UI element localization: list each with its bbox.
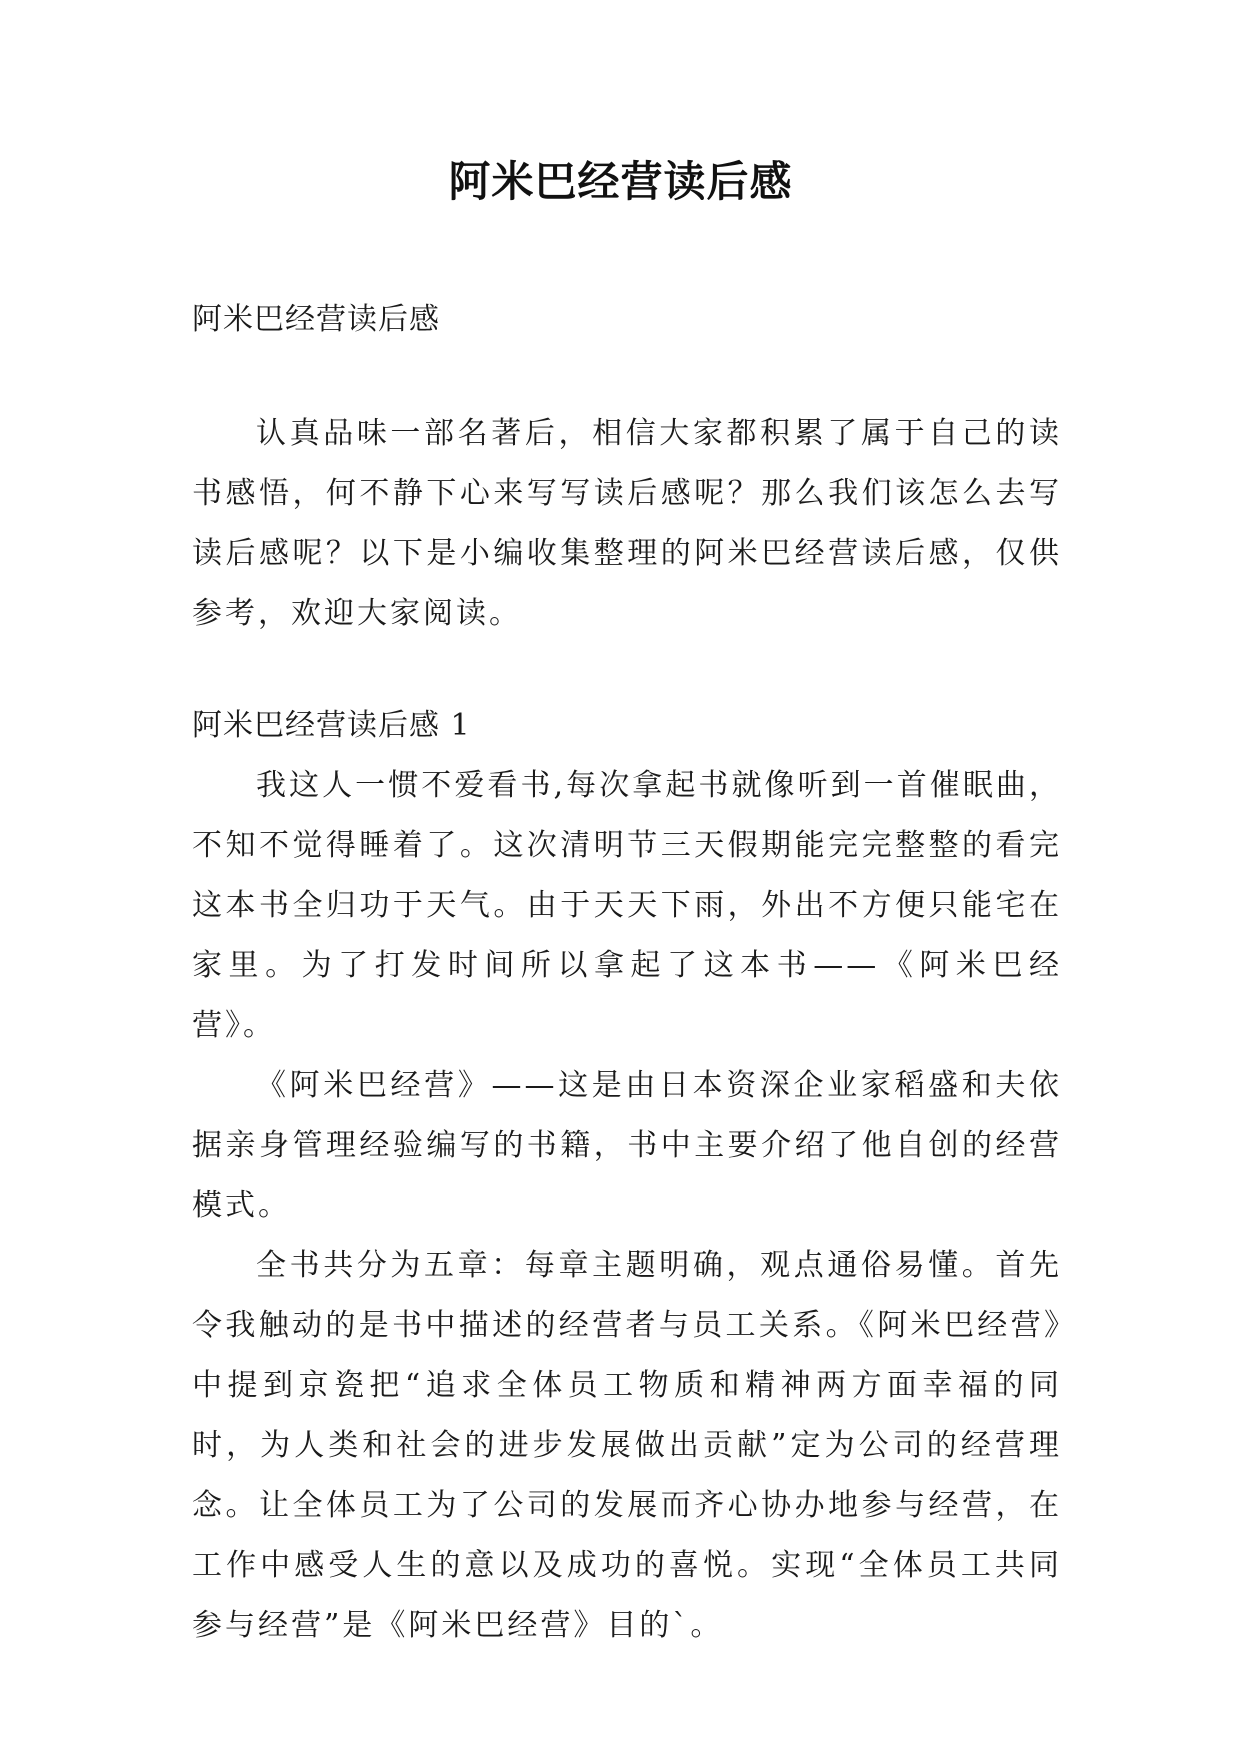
document-title: 阿米巴经营读后感: [448, 157, 793, 206]
spacer: [192, 644, 1062, 696]
spacer: [192, 350, 1062, 404]
body-paragraph-2: 《阿米巴经营》——这是由日本资深企业家稻盛和夫依据亲身管理经验编写的书籍，书中主要介绍了他自创的经营模式。: [192, 1068, 1062, 1223]
document-body: [192, 290, 1062, 1656]
intro-paragraph: 认真品味一部名著后，相信大家都积累了属于自己的读书感悟，何不静下心来写写读后感呢？那么我们该怎么去写读后感呢？以下是小编收集整理的阿米巴经营读后感，仅供参考，欢迎大家阅读。: [192, 416, 1062, 631]
subtitle-heading: 阿米巴经营读后感: [192, 302, 440, 337]
body-paragraph-3: 全书共分为五章：每章主题明确，观点通俗易懂。首先令我触动的是书中描述的经营者与员工关系。《阿米巴经营》中提到京瓷把“追求全体员工物质和精神两方面幸福的同时，为人类和社会的进步发展做出贡献”定为公司的经营理念。让全体员工为了公司的发展而齐心协办地参与经营，在工作中感受人生的意以及成功的喜悦。实现“全体员工共同参与经营”是《阿米巴经营》目的`。: [192, 1248, 1062, 1643]
section-heading: 阿米巴经营读后感 1: [192, 708, 471, 743]
body-paragraph-1: 我这人一惯不爱看书,每次拿起书就像听到一首催眠曲，不知不觉得睡着了。这次清明节三天假期能完完整整的看完这本书全归功于天气。由于天天下雨，外出不方便只能宅在家里。为了打发时间所以拿起了这本书——《阿米巴经营》。: [192, 768, 1062, 1043]
